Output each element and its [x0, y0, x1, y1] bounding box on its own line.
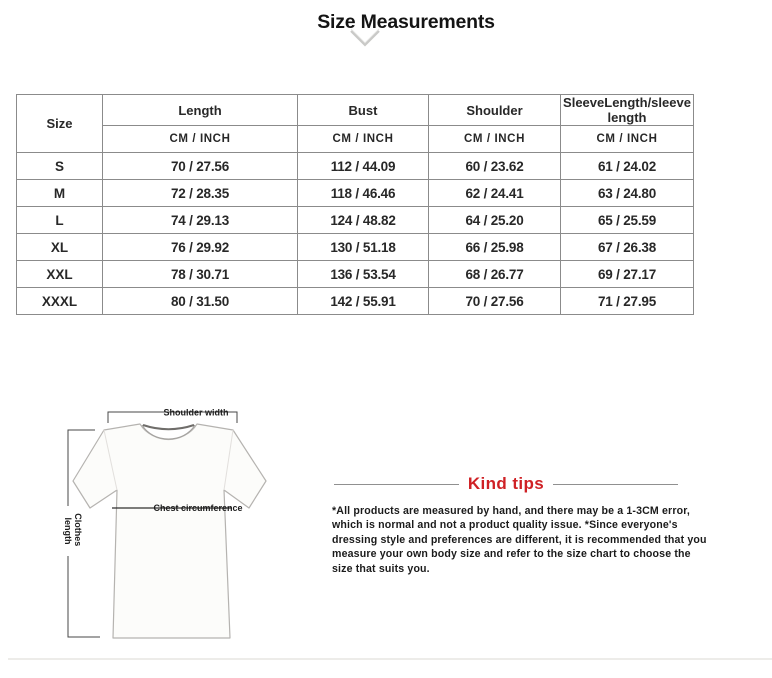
size-cell: XXXL — [17, 288, 103, 315]
sleeve-cell: 61 / 24.02 — [561, 153, 694, 180]
divider-line — [553, 484, 678, 485]
size-cell: M — [17, 180, 103, 207]
unit-label: CM / INCH — [103, 126, 298, 153]
sleeve-cell: 71 / 27.95 — [561, 288, 694, 315]
size-column-header: Size — [17, 95, 103, 153]
chevron-down-icon — [345, 28, 385, 50]
size-cell: L — [17, 207, 103, 234]
bust-cell: 118 / 46.46 — [298, 180, 429, 207]
tshirt-diagram — [50, 393, 290, 653]
length-cell: 72 / 28.35 — [103, 180, 298, 207]
table-row — [17, 261, 694, 288]
shoulder-width-label: Shoulder width — [163, 407, 229, 418]
unit-label: CM / INCH — [298, 126, 429, 153]
shoulder-column-header: Shoulder — [429, 95, 561, 126]
shoulder-cell: 66 / 25.98 — [429, 234, 561, 261]
kind-tips-header — [334, 474, 678, 494]
tshirt-outline — [73, 424, 266, 638]
unit-label: CM / INCH — [561, 126, 694, 153]
bust-cell: 124 / 48.82 — [298, 207, 429, 234]
shoulder-cell: 62 / 24.41 — [429, 180, 561, 207]
length-cell: 78 / 30.71 — [103, 261, 298, 288]
kind-tips-text: *All products are measured by hand, and there may be a 1-3CM error, which is normal and not a product quality issue. *Since everyone's dressing style and preferences are different, it is recommended that you measure your own body size and refer to the size chart to choose the size that suits you. — [332, 505, 707, 575]
kind-tips-title: Kind tips — [467, 474, 545, 493]
footer-divider — [8, 658, 772, 660]
length-cell: 70 / 27.56 — [103, 153, 298, 180]
collar-back-line — [143, 425, 194, 429]
divider-line — [334, 484, 459, 485]
shoulder-cell: 68 / 26.77 — [429, 261, 561, 288]
page-title: Size Measurements — [317, 11, 495, 33]
table-row — [17, 234, 694, 261]
table-row — [17, 207, 694, 234]
size-cell: XL — [17, 234, 103, 261]
shoulder-cell: 64 / 25.20 — [429, 207, 561, 234]
sleeve-cell: 63 / 24.80 — [561, 180, 694, 207]
size-cell: XXL — [17, 261, 103, 288]
clothes-length-bracket-bottom — [68, 556, 100, 637]
length-cell: 76 / 29.92 — [103, 234, 298, 261]
sleeve-cell: 65 / 25.59 — [561, 207, 694, 234]
unit-header-row — [17, 126, 694, 153]
sleeve-column-header: SleeveLength/sleeve length — [561, 95, 694, 126]
table-row — [17, 153, 694, 180]
size-cell: S — [17, 153, 103, 180]
length-column-header: Length — [103, 95, 298, 126]
clothes-length-label: Clothes length — [63, 513, 83, 547]
bust-cell: 130 / 51.18 — [298, 234, 429, 261]
table-row — [17, 288, 694, 315]
length-cell: 80 / 31.50 — [103, 288, 298, 315]
length-cell: 74 / 29.13 — [103, 207, 298, 234]
sleeve-cell: 67 / 26.38 — [561, 234, 694, 261]
bust-column-header: Bust — [298, 95, 429, 126]
table-row — [17, 180, 694, 207]
unit-label: CM / INCH — [429, 126, 561, 153]
size-measurements-table — [16, 94, 694, 315]
shoulder-cell: 70 / 27.56 — [429, 288, 561, 315]
sleeve-cell: 69 / 27.17 — [561, 261, 694, 288]
bust-cell: 112 / 44.09 — [298, 153, 429, 180]
bust-cell: 136 / 53.54 — [298, 261, 429, 288]
table-header-row — [17, 95, 694, 126]
chest-circumference-label: Chest circumference — [153, 503, 243, 513]
bust-cell: 142 / 55.91 — [298, 288, 429, 315]
shoulder-cell: 60 / 23.62 — [429, 153, 561, 180]
